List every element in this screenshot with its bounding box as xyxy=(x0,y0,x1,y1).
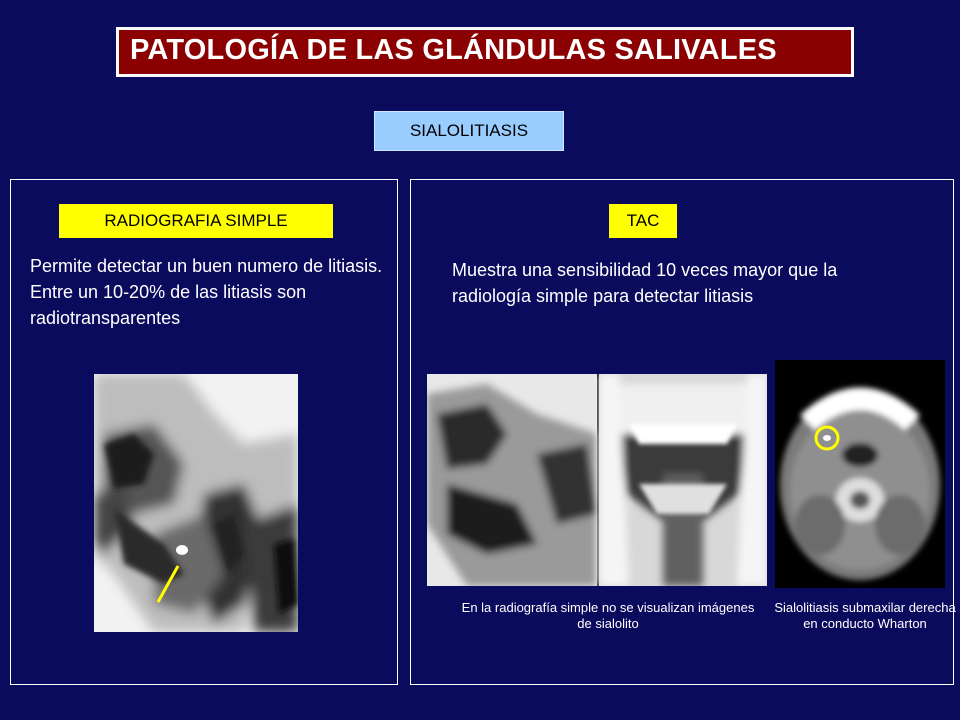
ct-caption: Sialolitiasis submaxilar derecha en conducto Wharton xyxy=(774,600,956,631)
ct-scan-image xyxy=(775,360,945,588)
combined-xray-image xyxy=(427,374,767,586)
radiografia-label: RADIOGRAFIA SIMPLE xyxy=(59,204,333,238)
subtitle-badge: SIALOLITIASIS xyxy=(374,111,564,151)
lateral-xray-image xyxy=(94,374,298,632)
left-description: Permite detectar un buen numero de litiasis. Entre un 10-20% de las litiasis son radiotransparentes xyxy=(30,256,383,328)
tac-label: TAC xyxy=(609,204,677,238)
slide-title: PATOLOGÍA DE LAS GLÁNDULAS SALIVALES xyxy=(130,34,777,66)
xray-caption: En la radiografía simple no se visualizan imágenes de sialolito xyxy=(461,600,755,631)
right-description: Muestra una sensibilidad 10 veces mayor que la radiología simple para detectar litiasis xyxy=(452,260,838,306)
